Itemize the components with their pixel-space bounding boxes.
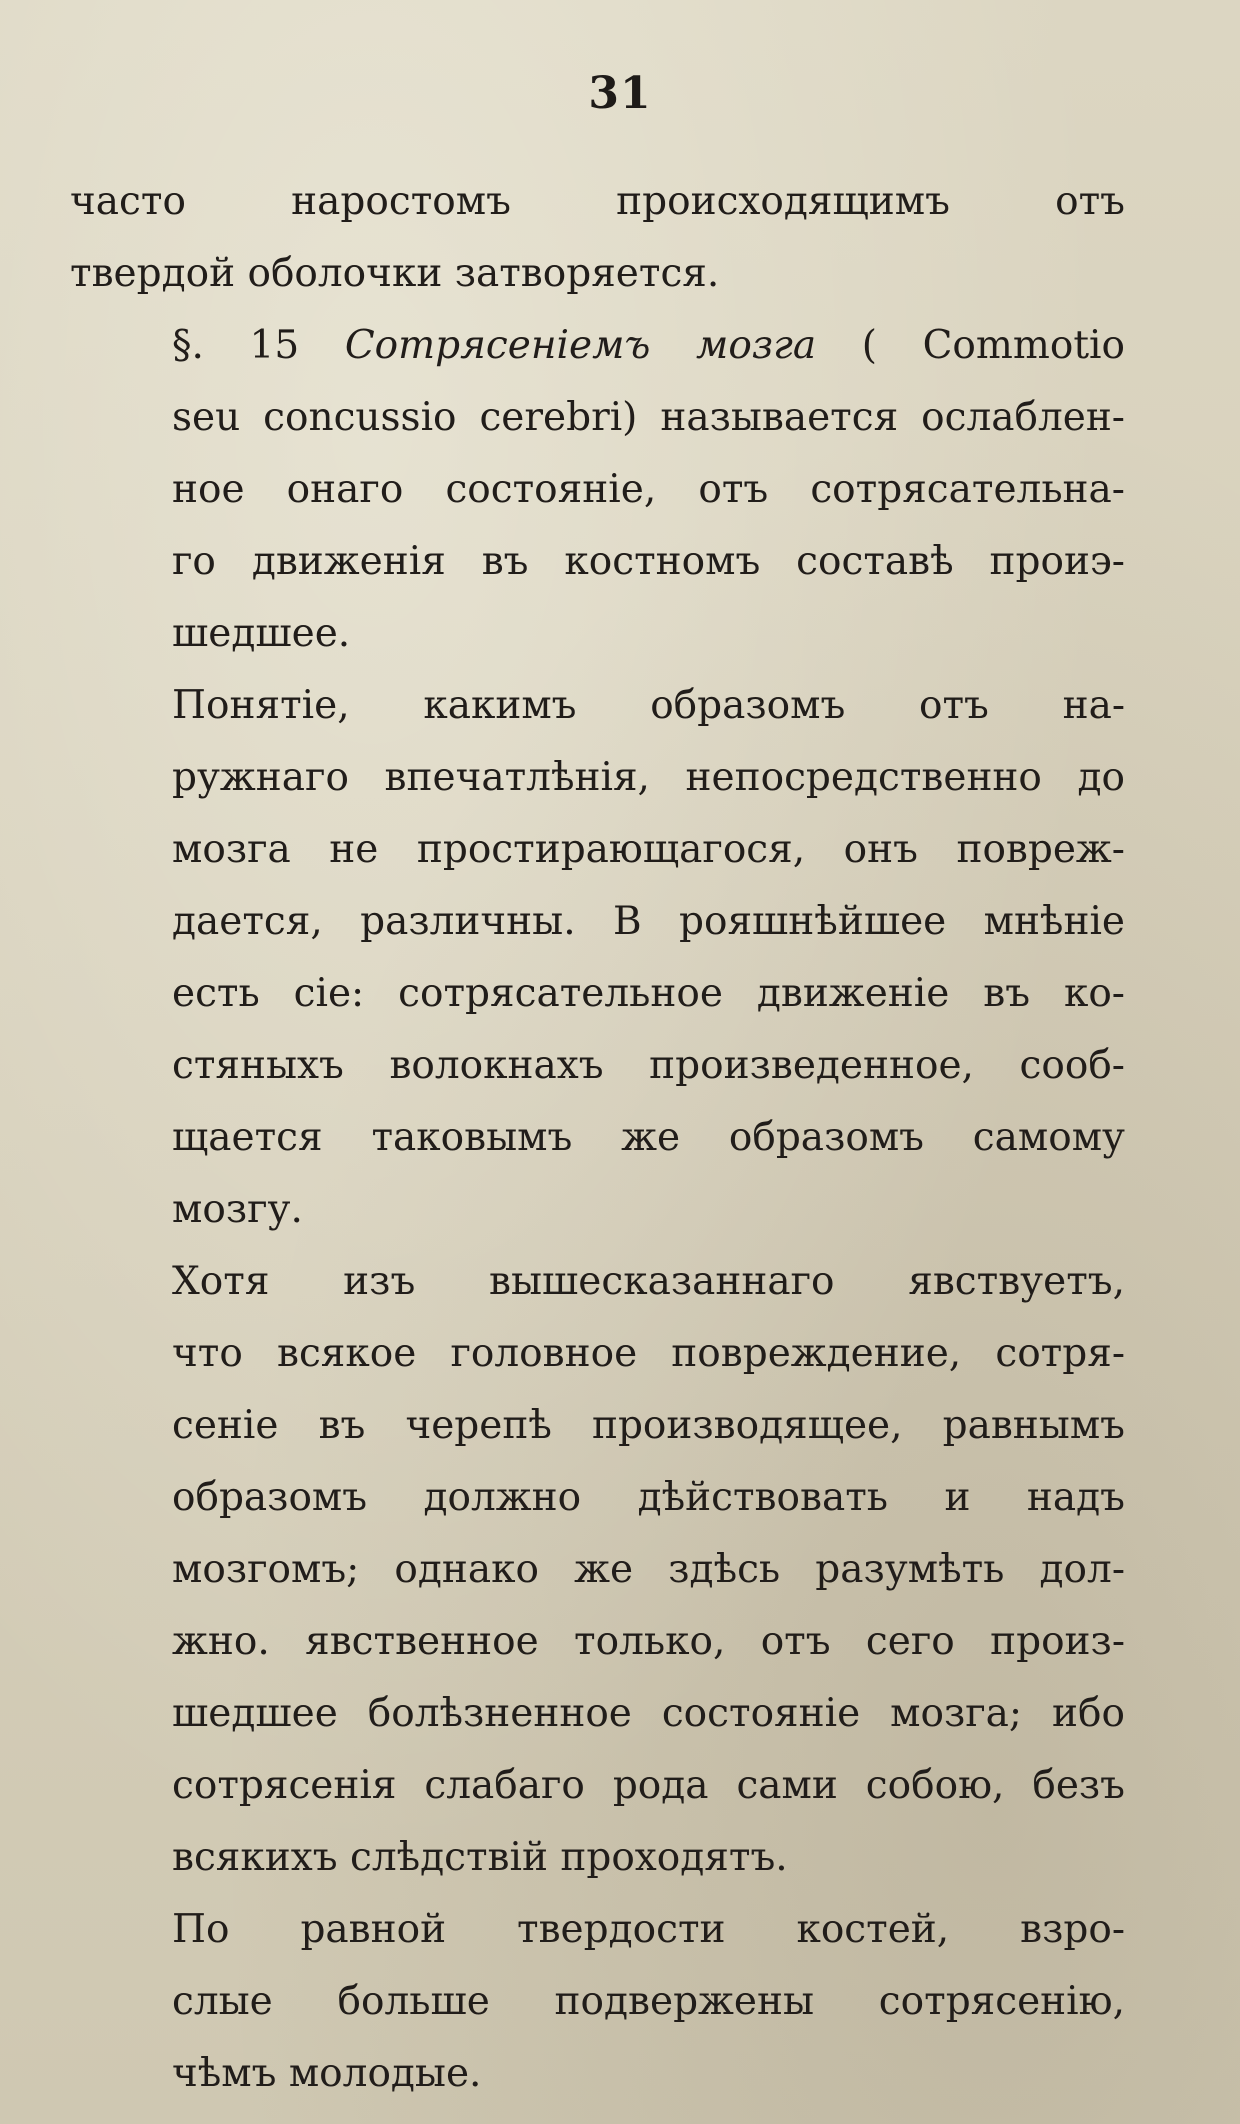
text-line: мозгу.: [172, 1187, 303, 1232]
text-line-heading: [70, 310, 1125, 382]
paragraph-5: [70, 1894, 1125, 2110]
text-line: шедшее.: [172, 611, 351, 656]
latin-term: ( Commotio: [816, 323, 1125, 368]
text-line: шедшее болѣзненное состоянiе мозга; ибо: [172, 1691, 1125, 1736]
text-line: стяныхъ волокнахъ произведенное, сооб-: [172, 1043, 1125, 1088]
text-line: го движенiя въ костномъ составѣ проиэ-: [172, 539, 1125, 584]
text-line: ружнаго впечатлѣнiя, непосредственно до: [172, 755, 1125, 800]
text-line: щается таковымъ же образомъ самому: [172, 1115, 1125, 1160]
text-line: сенiе въ черепѣ производящее, равнымъ: [172, 1403, 1125, 1448]
text-line: слые больше подвержены сотрясенiю,: [172, 1979, 1125, 2024]
text-line: мозгомъ; однако же здѣсь разумѣть дол-: [172, 1547, 1125, 1592]
body-text: [70, 166, 1125, 2110]
section-number: §. 15: [172, 323, 345, 368]
text-line: По равной твердости костей, взро-: [172, 1907, 1125, 1952]
text-line: ное онаго состоянiе, отъ сотрясательна-: [172, 467, 1125, 512]
paragraph-1: [70, 166, 1125, 310]
text-line: сотрясенiя слабаго рода сами собою, безъ: [172, 1763, 1125, 1808]
paragraph-2: [70, 310, 1125, 670]
text-line: Понятiе, какимъ образомъ отъ на-: [172, 683, 1125, 728]
paragraph-4: [70, 1246, 1125, 1894]
text-line: мозга не простирающагося, онъ повреж-: [172, 827, 1125, 872]
page-number: 31: [588, 68, 652, 119]
text-line: жно. явственное только, отъ сего произ-: [172, 1619, 1125, 1664]
text-line: чѣмъ молодые.: [172, 2051, 482, 2096]
text-line: что всякое головное повреждение, сотря-: [172, 1331, 1125, 1376]
text-line: есть сiе: сотрясательное движенiе въ ко-: [172, 971, 1125, 1016]
text-line: дается, различны. В рояшнѣйшее мнѣнiе: [172, 899, 1125, 944]
text-line: часто наростомъ происходящимъ отъ: [70, 179, 1125, 224]
text-line: твердой оболочки затворяется.: [70, 251, 720, 296]
text-line: Хотя изъ вышесказаннаго явствуетъ,: [172, 1259, 1125, 1304]
text-line: всякихъ слѣдствiй проходятъ.: [172, 1835, 788, 1880]
text-line: seu concussio cerebri) называется ослаблен-: [172, 395, 1125, 440]
section-term: Сотрясенiемъ мозга: [344, 323, 817, 368]
text-line: образомъ должно дѣйствовать и надъ: [172, 1475, 1125, 1520]
paragraph-3: [70, 670, 1125, 1246]
